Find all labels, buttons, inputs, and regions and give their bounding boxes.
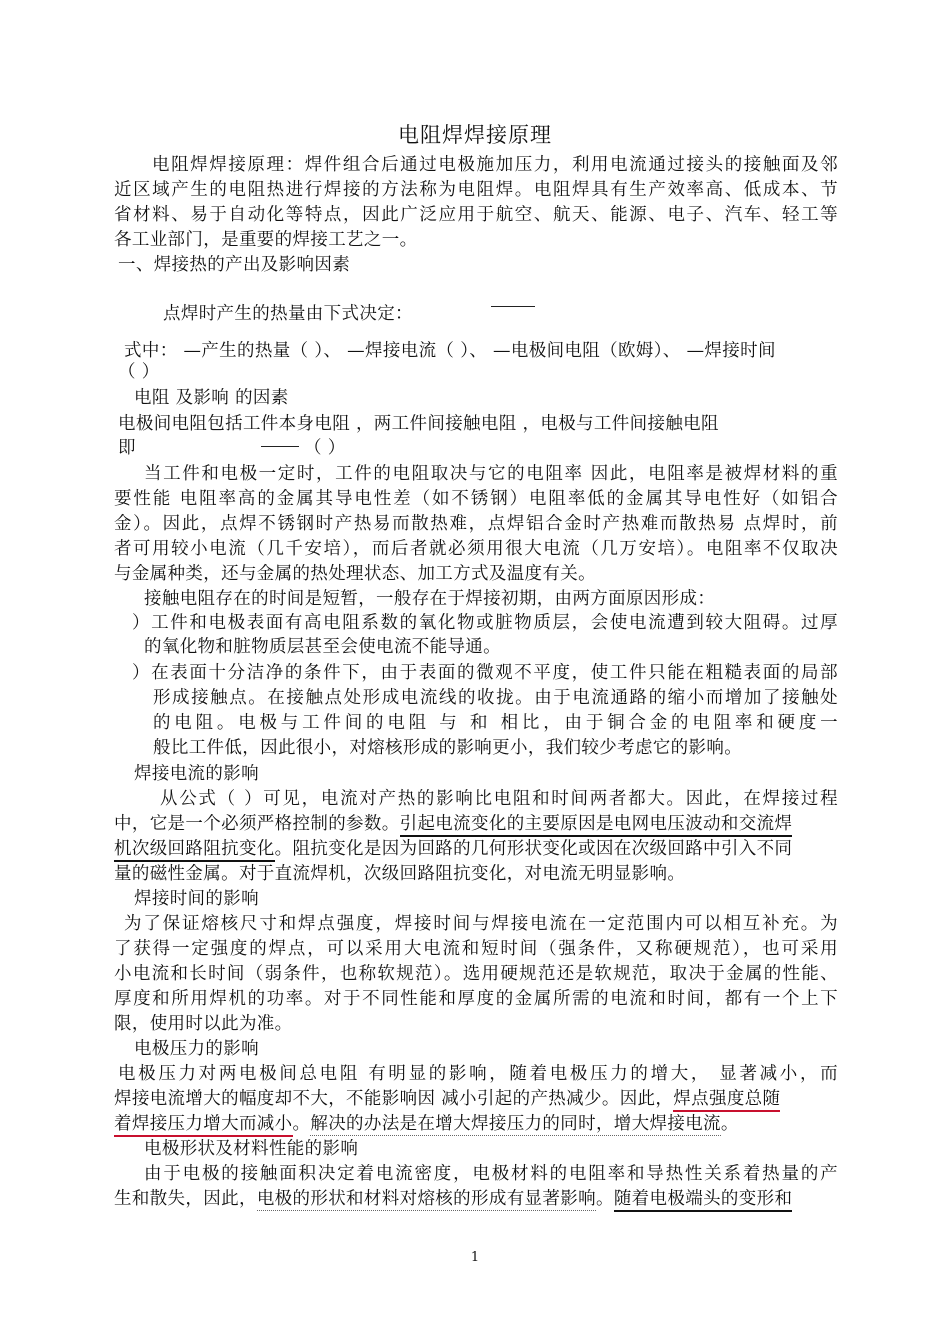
paragraph-line	[114, 812, 838, 836]
formula-number: （ ）	[304, 438, 346, 458]
paragraph-line: 量的磁性金属。对于直流焊机，次级回路阻抗变化，对电流无明显影响。	[114, 864, 686, 884]
list-item-line: ）在表面十分洁净的条件下，由于表面的微观不平度，使工件只能在粗糙表面的局部	[132, 663, 838, 683]
paragraph-line: 当工件和电极一定时，工件的电阻取决与它的电阻率 因此，电阻率是被焊材料的重	[144, 464, 838, 484]
gray-underlined-text: 解决的办法是在增大焊接压力的同时，增大焊接电流	[310, 1114, 721, 1134]
text-run: 焊接电流增大的幅度却不大，不能影响因 减小引起的产热减少。因此，	[114, 1089, 674, 1109]
underlined-text: 随着电极端头的变形和	[614, 1189, 793, 1212]
list-item-line: 的电阻。电极与工件间的电阻 与 和 相比，由于铜合金的电阻率和硬度一	[153, 713, 838, 733]
subsection-heading: 焊接电流的影响	[134, 764, 259, 784]
paragraph-line: 厚度和所用焊机的功率。对于不同性能和厚度的金属所需的电流和时间，都有一个上下	[114, 989, 838, 1009]
page-number: 1	[470, 1250, 480, 1265]
document-title: 电阻焊焊接原理	[398, 123, 552, 147]
paragraph-line	[114, 1087, 838, 1111]
paragraph-line: 电极间电阻包括工件本身电阻 ，两工件间接触电阻 ，电极与工件间接触电阻	[118, 414, 719, 434]
text-run: 。	[292, 1114, 311, 1134]
text-run: 。阻抗变化是因为回路的几何形状变化或因在次级回路中引入不同	[274, 839, 793, 859]
underlined-text: 机次级回路阻抗变化	[114, 839, 275, 862]
gray-underlined-text: 电极的形状和材料对熔核的形成有显著影响	[256, 1189, 596, 1209]
paragraph-line: 小电流和长时间（弱条件，也称软规范）。选用硬规范还是软规范，取决于金属的性能、	[114, 964, 838, 984]
red-underlined-text: 着焊接压力增大而减小	[114, 1114, 293, 1137]
formula-legend: （ ）	[118, 362, 160, 382]
paragraph-line: 者可用较小电流（几千安培），而后者就必须用很大电流（几万安培）。电阻率不仅取决	[114, 539, 838, 559]
formula-legend: 式中： —产生的热量（ ）、 —焊接电流（ ）、 —电极间电阻（欧姆）、 —焊接时间	[124, 341, 776, 361]
subsection-heading: 电极压力的影响	[134, 1039, 259, 1059]
underlined-text: 引起电流变化的主要原因是电网电压波动和交流焊	[400, 814, 793, 837]
paragraph-line: 限，使用时以此为准。	[114, 1014, 293, 1034]
red-underlined-text: 焊点强度总随	[673, 1089, 780, 1112]
paragraph-line	[114, 1112, 838, 1136]
text-run: 中，它是一个必须严格控制的参数。	[114, 814, 400, 834]
subsection-heading: 电极形状及材料性能的影响	[144, 1139, 359, 1159]
paragraph-line: 各工业部门，是重要的焊接工艺之一。	[114, 230, 418, 250]
paragraph-line: 了获得一定强度的焊点，可以采用大电流和短时间（强条件，又称硬规范），也可采用	[114, 939, 838, 959]
section-heading: 一、焊接热的产出及影响因素	[118, 255, 351, 275]
list-item-line: 的氧化物和脏物质层甚至会使电流不能导通。	[144, 637, 501, 657]
paragraph-line: 从公式（ ）可见，电流对产热的影响比电阻和时间两者都大。因此，在焊接过程	[160, 789, 838, 809]
paragraph-line	[114, 837, 838, 861]
subsection-heading: 焊接时间的影响	[134, 889, 259, 909]
text-run: 生和散失，因此，	[114, 1189, 257, 1209]
paragraph-line: 省材料、易于自动化等特点，因此广泛应用于航空、航天、能源、电子、汽车、轻工等	[114, 205, 838, 225]
paragraph-line: 为了保证熔核尺寸和焊点强度，焊接时间与焊接电流在一定范围内可以相互补充。为	[124, 914, 838, 934]
paragraph-line: 近区域产生的电阻热进行焊接的方法称为电阻焊。电阻焊具有生产效率高、低成本、节	[114, 180, 838, 200]
subsection-heading: 电阻 及影响 的因素	[134, 388, 289, 408]
paragraph-line: 要性能 电阻率高的金属其导电性差（如不锈钢）电阻率低的金属其导电性好（如铝合	[114, 489, 838, 509]
paragraph-line: 电阻焊焊接原理：焊件组合后通过电极施加压力，利用电流通过接头的接触面及邻	[152, 155, 838, 175]
paragraph-line: 电极压力对两电极间总电阻 有明显的影响，随着电极压力的增大， 显著减小，而	[118, 1064, 838, 1084]
paragraph-line: 金）。因此，点焊不锈钢时产热易而散热难，点焊铝合金时产热难而散热易 点焊时，前	[114, 514, 838, 534]
paragraph-line: 接触电阻存在的时间是短暂，一般存在于焊接初期，由两方面原因形成：	[144, 589, 716, 609]
text-run: 。	[595, 1189, 614, 1209]
list-item-line: 般比工件低，因此很小，对熔核形成的影响更小，我们较少考虑它的影响。	[153, 738, 743, 758]
paragraph-line	[114, 1187, 838, 1211]
formula-dash	[261, 446, 299, 447]
paragraph-line: 即	[118, 438, 136, 458]
text-run: 。	[720, 1114, 739, 1134]
paragraph-line: 由于电极的接触面积决定着电流密度，电极材料的电阻率和导热性关系着热量的产	[144, 1164, 838, 1184]
paragraph-line: 与金属种类，还与金属的热处理状态、加工方式及温度有关。	[114, 564, 596, 584]
list-item-line: 形成接触点。在接触点处形成电流线的收拢。由于电流通路的缩小而增加了接触处	[153, 688, 838, 708]
list-item-line: ）工件和电极表面有高电阻系数的氧化物或脏物质层，会使电流遭到较大阻碍。过厚	[132, 613, 838, 633]
formula-intro: 点焊时产生的热量由下式决定：	[163, 304, 413, 324]
